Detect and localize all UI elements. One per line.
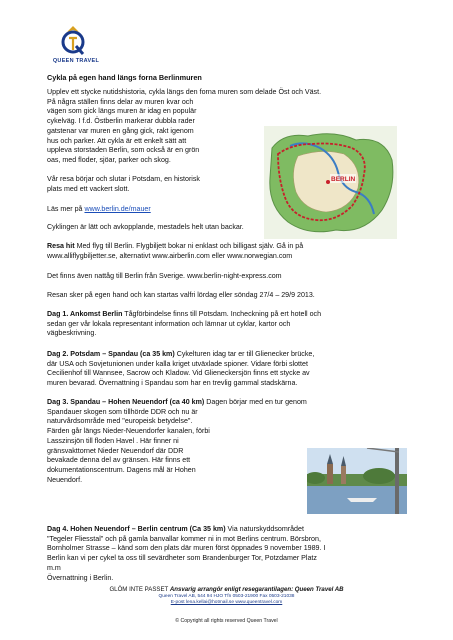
day4-line: Bornholmer Strasse – känd som den plats där muren först öppnades 9 november 1989. I — [47, 544, 326, 553]
footer-email-web[interactable]: E-post lena.kellai@hotmail.se www.queentravel.com — [170, 600, 283, 606]
day2-line: muren bevarad. Övernattning i Spandau som har en trevlig gammal stadskärna. — [47, 379, 298, 388]
day3-line: bevakade denna del av gränsen. Här finns ett — [47, 456, 191, 465]
day3-line: Neuendorf. — [47, 475, 83, 484]
resa-hit-section — [47, 242, 417, 261]
footer-copyright: © Copyright all rights reserved Queen Travel — [175, 618, 278, 624]
day2-line: där USA och Sovjetunionen under kalla kriget utväxlade spioner. Vidare förbi slottet — [47, 359, 308, 368]
day3-line: Lasszinsjön till floden Havel . Här finner ni — [47, 436, 179, 445]
footer-contact — [0, 594, 453, 606]
resa-hit-heading: Resa hit — [47, 242, 75, 250]
day2-line: Cykelturen idag tar er till Glienecker brücke, — [174, 350, 315, 358]
day4-line: Berlin kan vi per cykel ta oss till sevärdheter som Brandenburger Tor, Potzdamer Platz — [47, 554, 317, 563]
intro-line: hus och parker. Att cykla är ett enkelt sätt att — [47, 136, 187, 145]
day3-line: naturvårdsområde med "europeisk betydelse". — [47, 417, 193, 426]
read-more — [47, 205, 151, 215]
start-line: plats med ett vackert slott. — [47, 184, 130, 193]
day3-line: Spandauer skogen som tillhörde DDR och nu är — [47, 407, 198, 416]
intro-line: gatstenar var muren en gång gick, rakt igenom — [47, 126, 194, 135]
day1-heading: Dag 1. Ankomst Berlin — [47, 310, 123, 318]
intro-line: vägen som gick längs muren är idag en populär — [47, 107, 197, 116]
day4-section — [47, 525, 432, 583]
start-line: Vår resa börjar och slutar i Potsdam, en historisk — [47, 175, 200, 183]
footer-notice — [0, 586, 453, 593]
intro-line: oas, med floder, sjöar, parker och skog. — [47, 155, 171, 164]
day1-line: Tågförbindelse finns till Potsdam. Incheckning på ert hotell och — [122, 310, 322, 318]
intro-line: cykelväg. I f.d. Östberlin markerar dubbla rader — [47, 117, 195, 126]
intro-line: uppleva storstaden Berlin, som också är en grön — [47, 146, 200, 155]
day1-section — [47, 310, 422, 339]
night-train-text: Det finns även nattåg till Berlin från Sverige. www.berlin-night-express.com — [47, 272, 282, 280]
day4-line: m.m — [47, 563, 61, 572]
logo-brand-text: QUEEN TRAVEL — [52, 58, 100, 64]
day4-line: Övernattning i Berlin. — [47, 573, 114, 582]
intro-line: På några ställen finns delar av muren kvar och — [47, 97, 194, 106]
day3-heading: Dag 3. Spandau – Hohen Neuendorf (ca 40 km) — [47, 398, 205, 406]
footer-passport-note: GLÖM INTE PASSET — [109, 586, 170, 593]
footer-organizer: Ansvarig arrangör enligt resegarantilagen: Queen Travel AB — [169, 586, 344, 593]
read-more-label: Läs mer på — [47, 205, 85, 213]
footer-address: Queen Travel AB, 544 94 HJO Tfn 0503-21900 Fax 0503-21038 — [158, 594, 295, 599]
start-paragraph — [47, 175, 267, 194]
day3-line: gränsvakttornet Nieder Neuendorf där DDR — [47, 446, 184, 455]
day4-line: "Tegeler Fliesstal" och på gamla banvallar kommer ni in mot Berlins centrum. Börsbron, — [47, 534, 321, 543]
day3-line: Dagen börjar med en tur genom — [204, 398, 307, 406]
day1-line: sedan ger vår lokala representant information och lämnar ut cyklar, kartor och — [47, 319, 291, 328]
berlin-mauer-link[interactable]: www.berlin.de/mauer — [84, 205, 151, 213]
day3-line: Färden går längs Nieder-Neuendorfer kanalen, förbi — [47, 427, 210, 436]
day3-line: dokumentationscentrum. Dagens mål är Hohen — [47, 465, 196, 474]
havel-river-photo — [307, 448, 407, 514]
resa-hit-line: www.alliflygbiljetter.se, alternativt www.airberlin.com eller www.norwegian.com — [47, 251, 293, 260]
day2-section — [47, 350, 422, 389]
day1-line: vägbeskrivning. — [47, 329, 97, 338]
day4-line: Via naturskyddsområdet — [225, 525, 304, 533]
intro-line: Upplev ett stycke nutidshistoria, cykla längs den forna muren som delade Öst och Väst. — [47, 88, 322, 96]
page-title: Cykla på egen hand längs forna Berlinmuren — [47, 73, 202, 82]
resa-hit-line: Med flyg till Berlin. Flygbiljett bokar ni enklast och billigast själv. Gå in på — [74, 242, 304, 250]
day2-line: Cecilienhof till Wannsee, Sacrow och Kladow. Vid Glieneckersjön finns ett stycke av — [47, 369, 310, 378]
queen-travel-logo — [58, 24, 88, 58]
schedule-text: Resan sker på egen hand och kan startas valfri lördag eller söndag 27/4 – 29/9 2013. — [47, 291, 315, 299]
day4-heading: Dag 4. Hohen Neuendorf – Berlin centrum (Ca 35 km) — [47, 525, 226, 533]
terrain-text: Cyklingen är lätt och avkopplande, mestadels helt utan backar. — [47, 223, 244, 231]
day2-heading: Dag 2. Potsdam – Spandau (ca 35 km) — [47, 350, 175, 358]
map-city-label: BERLIN — [331, 176, 356, 183]
